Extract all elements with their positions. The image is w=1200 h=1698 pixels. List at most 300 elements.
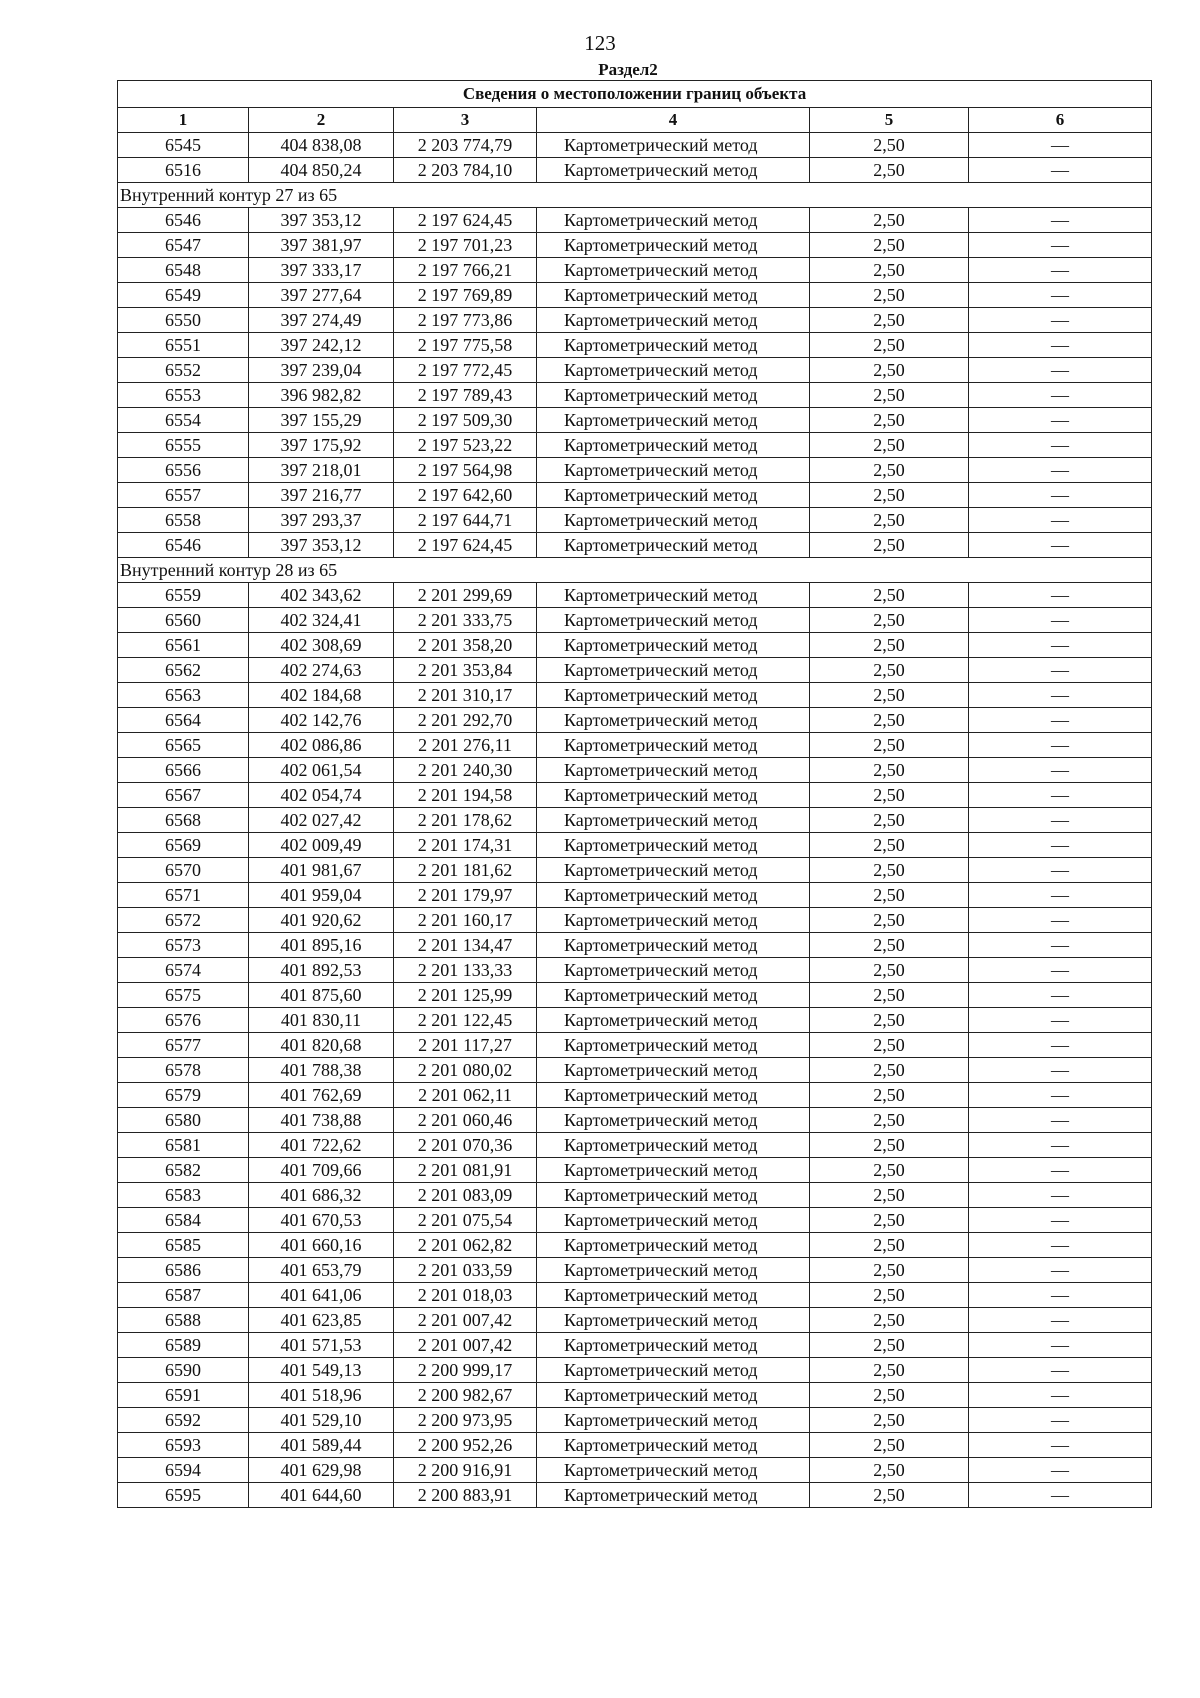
table-row — [118, 933, 1152, 958]
description-cell: — — [969, 1308, 1152, 1333]
x-coordinate-cell: 401 518,96 — [249, 1383, 394, 1408]
table-row — [118, 408, 1152, 433]
y-coordinate-cell: 2 201 018,03 — [394, 1283, 537, 1308]
accuracy-cell: 2,50 — [810, 533, 969, 558]
point-number-cell: 6555 — [118, 433, 249, 458]
column-header: 5 — [810, 108, 969, 133]
y-coordinate-cell: 2 201 062,82 — [394, 1233, 537, 1258]
method-cell: Картометрический метод — [537, 908, 810, 933]
y-coordinate-cell: 2 201 292,70 — [394, 708, 537, 733]
method-cell: Картометрический метод — [537, 1283, 810, 1308]
column-number-row — [118, 108, 1152, 133]
x-coordinate-cell: 397 353,12 — [249, 533, 394, 558]
table-row — [118, 608, 1152, 633]
table-row — [118, 908, 1152, 933]
point-number-cell: 6583 — [118, 1183, 249, 1208]
accuracy-cell: 2,50 — [810, 783, 969, 808]
accuracy-cell: 2,50 — [810, 1283, 969, 1308]
x-coordinate-cell: 397 293,37 — [249, 508, 394, 533]
table-row — [118, 158, 1152, 183]
description-cell: — — [969, 133, 1152, 158]
table-row — [118, 658, 1152, 683]
accuracy-cell: 2,50 — [810, 1308, 969, 1333]
description-cell: — — [969, 433, 1152, 458]
method-cell: Картометрический метод — [537, 508, 810, 533]
table-row — [118, 1058, 1152, 1083]
point-number-cell: 6593 — [118, 1433, 249, 1458]
table-row — [118, 233, 1152, 258]
description-cell: — — [969, 808, 1152, 833]
point-number-cell: 6561 — [118, 633, 249, 658]
table-row — [118, 758, 1152, 783]
method-cell: Картометрический метод — [537, 733, 810, 758]
x-coordinate-cell: 397 175,92 — [249, 433, 394, 458]
description-cell: — — [969, 383, 1152, 408]
column-header: 2 — [249, 108, 394, 133]
x-coordinate-cell: 402 308,69 — [249, 633, 394, 658]
description-cell: — — [969, 233, 1152, 258]
description-cell: — — [969, 483, 1152, 508]
point-number-cell: 6556 — [118, 458, 249, 483]
method-cell: Картометрический метод — [537, 533, 810, 558]
x-coordinate-cell: 402 009,49 — [249, 833, 394, 858]
method-cell: Картометрический метод — [537, 1358, 810, 1383]
method-cell: Картометрический метод — [537, 208, 810, 233]
method-cell: Картометрический метод — [537, 1458, 810, 1483]
table-row — [118, 1208, 1152, 1233]
y-coordinate-cell: 2 197 624,45 — [394, 208, 537, 233]
method-cell: Картометрический метод — [537, 1433, 810, 1458]
description-cell: — — [969, 1183, 1152, 1208]
y-coordinate-cell: 2 200 999,17 — [394, 1358, 537, 1383]
accuracy-cell: 2,50 — [810, 233, 969, 258]
table-row — [118, 383, 1152, 408]
description-cell: — — [969, 708, 1152, 733]
description-cell: — — [969, 1158, 1152, 1183]
x-coordinate-cell: 401 959,04 — [249, 883, 394, 908]
accuracy-cell: 2,50 — [810, 158, 969, 183]
description-cell: — — [969, 1283, 1152, 1308]
column-header: 3 — [394, 108, 537, 133]
accuracy-cell: 2,50 — [810, 708, 969, 733]
table-row — [118, 458, 1152, 483]
x-coordinate-cell: 401 892,53 — [249, 958, 394, 983]
x-coordinate-cell: 401 830,11 — [249, 1008, 394, 1033]
description-cell: — — [969, 1008, 1152, 1033]
contour-row — [118, 183, 1152, 208]
x-coordinate-cell: 401 549,13 — [249, 1358, 394, 1383]
accuracy-cell: 2,50 — [810, 508, 969, 533]
x-coordinate-cell: 401 644,60 — [249, 1483, 394, 1508]
x-coordinate-cell: 402 027,42 — [249, 808, 394, 833]
y-coordinate-cell: 2 201 178,62 — [394, 808, 537, 833]
y-coordinate-cell: 2 197 523,22 — [394, 433, 537, 458]
y-coordinate-cell: 2 201 160,17 — [394, 908, 537, 933]
description-cell: — — [969, 858, 1152, 883]
x-coordinate-cell: 396 982,82 — [249, 383, 394, 408]
table-row — [118, 1233, 1152, 1258]
description-cell: — — [969, 583, 1152, 608]
accuracy-cell: 2,50 — [810, 1083, 969, 1108]
table-row — [118, 1458, 1152, 1483]
description-cell: — — [969, 983, 1152, 1008]
description-cell: — — [969, 783, 1152, 808]
description-cell: — — [969, 1233, 1152, 1258]
column-header: 1 — [118, 108, 249, 133]
accuracy-cell: 2,50 — [810, 308, 969, 333]
point-number-cell: 6594 — [118, 1458, 249, 1483]
description-cell: — — [969, 633, 1152, 658]
x-coordinate-cell: 401 641,06 — [249, 1283, 394, 1308]
method-cell: Картометрический метод — [537, 583, 810, 608]
description-cell: — — [969, 908, 1152, 933]
method-cell: Картометрический метод — [537, 133, 810, 158]
accuracy-cell: 2,50 — [810, 408, 969, 433]
table-row — [118, 1083, 1152, 1108]
point-number-cell: 6562 — [118, 658, 249, 683]
y-coordinate-cell: 2 197 701,23 — [394, 233, 537, 258]
method-cell: Картометрический метод — [537, 1383, 810, 1408]
method-cell: Картометрический метод — [537, 308, 810, 333]
point-number-cell: 6516 — [118, 158, 249, 183]
x-coordinate-cell: 404 850,24 — [249, 158, 394, 183]
table-row — [118, 1283, 1152, 1308]
method-cell: Картометрический метод — [537, 833, 810, 858]
accuracy-cell: 2,50 — [810, 1058, 969, 1083]
method-cell: Картометрический метод — [537, 608, 810, 633]
accuracy-cell: 2,50 — [810, 808, 969, 833]
method-cell: Картометрический метод — [537, 1083, 810, 1108]
point-number-cell: 6559 — [118, 583, 249, 608]
point-number-cell: 6558 — [118, 508, 249, 533]
accuracy-cell: 2,50 — [810, 958, 969, 983]
accuracy-cell: 2,50 — [810, 1258, 969, 1283]
table-row — [118, 883, 1152, 908]
accuracy-cell: 2,50 — [810, 1033, 969, 1058]
description-cell: — — [969, 883, 1152, 908]
x-coordinate-cell: 402 086,86 — [249, 733, 394, 758]
table-row — [118, 1258, 1152, 1283]
method-cell: Картометрический метод — [537, 383, 810, 408]
description-cell: — — [969, 1133, 1152, 1158]
y-coordinate-cell: 2 200 982,67 — [394, 1383, 537, 1408]
method-cell: Картометрический метод — [537, 1133, 810, 1158]
table-row — [118, 533, 1152, 558]
accuracy-cell: 2,50 — [810, 1158, 969, 1183]
accuracy-cell: 2,50 — [810, 258, 969, 283]
table-caption-row — [118, 81, 1152, 108]
y-coordinate-cell: 2 201 060,46 — [394, 1108, 537, 1133]
y-coordinate-cell: 2 201 070,36 — [394, 1133, 537, 1158]
point-number-cell: 6588 — [118, 1308, 249, 1333]
accuracy-cell: 2,50 — [810, 1208, 969, 1233]
contour-label: Внутренний контур 27 из 65 — [118, 183, 1152, 208]
y-coordinate-cell: 2 201 125,99 — [394, 983, 537, 1008]
x-coordinate-cell: 402 274,63 — [249, 658, 394, 683]
method-cell: Картометрический метод — [537, 333, 810, 358]
table-row — [118, 258, 1152, 283]
accuracy-cell: 2,50 — [810, 883, 969, 908]
table-row — [118, 1108, 1152, 1133]
method-cell: Картометрический метод — [537, 958, 810, 983]
description-cell: — — [969, 658, 1152, 683]
point-number-cell: 6547 — [118, 233, 249, 258]
y-coordinate-cell: 2 201 353,84 — [394, 658, 537, 683]
description-cell: — — [969, 308, 1152, 333]
y-coordinate-cell: 2 197 509,30 — [394, 408, 537, 433]
y-coordinate-cell: 2 201 179,97 — [394, 883, 537, 908]
x-coordinate-cell: 402 324,41 — [249, 608, 394, 633]
table-row — [118, 483, 1152, 508]
y-coordinate-cell: 2 201 007,42 — [394, 1333, 537, 1358]
point-number-cell: 6584 — [118, 1208, 249, 1233]
y-coordinate-cell: 2 201 083,09 — [394, 1183, 537, 1208]
x-coordinate-cell: 401 660,16 — [249, 1233, 394, 1258]
x-coordinate-cell: 397 274,49 — [249, 308, 394, 333]
table-body — [118, 133, 1152, 1508]
method-cell: Картометрический метод — [537, 1258, 810, 1283]
description-cell: — — [969, 608, 1152, 633]
accuracy-cell: 2,50 — [810, 608, 969, 633]
description-cell: — — [969, 1083, 1152, 1108]
description-cell: — — [969, 1358, 1152, 1383]
y-coordinate-cell: 2 200 973,95 — [394, 1408, 537, 1433]
point-number-cell: 6548 — [118, 258, 249, 283]
x-coordinate-cell: 401 722,62 — [249, 1133, 394, 1158]
accuracy-cell: 2,50 — [810, 1458, 969, 1483]
x-coordinate-cell: 397 218,01 — [249, 458, 394, 483]
point-number-cell: 6546 — [118, 533, 249, 558]
point-number-cell: 6550 — [118, 308, 249, 333]
x-coordinate-cell: 401 623,85 — [249, 1308, 394, 1333]
method-cell: Картометрический метод — [537, 783, 810, 808]
description-cell: — — [969, 958, 1152, 983]
point-number-cell: 6582 — [118, 1158, 249, 1183]
accuracy-cell: 2,50 — [810, 633, 969, 658]
description-cell: — — [969, 1408, 1152, 1433]
table-row — [118, 283, 1152, 308]
accuracy-cell: 2,50 — [810, 858, 969, 883]
point-number-cell: 6589 — [118, 1333, 249, 1358]
x-coordinate-cell: 401 589,44 — [249, 1433, 394, 1458]
point-number-cell: 6581 — [118, 1133, 249, 1158]
x-coordinate-cell: 402 184,68 — [249, 683, 394, 708]
y-coordinate-cell: 2 201 240,30 — [394, 758, 537, 783]
description-cell: — — [969, 283, 1152, 308]
method-cell: Картометрический метод — [537, 258, 810, 283]
point-number-cell: 6553 — [118, 383, 249, 408]
y-coordinate-cell: 2 201 194,58 — [394, 783, 537, 808]
accuracy-cell: 2,50 — [810, 1133, 969, 1158]
description-cell: — — [969, 408, 1152, 433]
section-title: Раздел2 — [598, 60, 658, 79]
method-cell: Картометрический метод — [537, 1308, 810, 1333]
x-coordinate-cell: 397 333,17 — [249, 258, 394, 283]
y-coordinate-cell: 2 197 644,71 — [394, 508, 537, 533]
point-number-cell: 6578 — [118, 1058, 249, 1083]
point-number-cell: 6595 — [118, 1483, 249, 1508]
description-cell: — — [969, 333, 1152, 358]
method-cell: Картометрический метод — [537, 808, 810, 833]
description-cell: — — [969, 158, 1152, 183]
x-coordinate-cell: 404 838,08 — [249, 133, 394, 158]
accuracy-cell: 2,50 — [810, 1383, 969, 1408]
point-number-cell: 6546 — [118, 208, 249, 233]
method-cell: Картометрический метод — [537, 283, 810, 308]
point-number-cell: 6576 — [118, 1008, 249, 1033]
table-row — [118, 1358, 1152, 1383]
description-cell: — — [969, 358, 1152, 383]
description-cell: — — [969, 758, 1152, 783]
method-cell: Картометрический метод — [537, 933, 810, 958]
accuracy-cell: 2,50 — [810, 1233, 969, 1258]
description-cell: — — [969, 683, 1152, 708]
accuracy-cell: 2,50 — [810, 333, 969, 358]
table-row — [118, 1383, 1152, 1408]
method-cell: Картометрический метод — [537, 883, 810, 908]
table-row — [118, 633, 1152, 658]
point-number-cell: 6587 — [118, 1283, 249, 1308]
y-coordinate-cell: 2 201 081,91 — [394, 1158, 537, 1183]
table-row — [118, 333, 1152, 358]
method-cell: Картометрический метод — [537, 433, 810, 458]
table-row — [118, 308, 1152, 333]
accuracy-cell: 2,50 — [810, 1483, 969, 1508]
point-number-cell: 6592 — [118, 1408, 249, 1433]
table-row — [118, 958, 1152, 983]
method-cell: Картометрический метод — [537, 483, 810, 508]
x-coordinate-cell: 397 242,12 — [249, 333, 394, 358]
method-cell: Картометрический метод — [537, 1483, 810, 1508]
method-cell: Картометрический метод — [537, 408, 810, 433]
table-row — [118, 1008, 1152, 1033]
method-cell: Картометрический метод — [537, 858, 810, 883]
y-coordinate-cell: 2 201 181,62 — [394, 858, 537, 883]
x-coordinate-cell: 397 353,12 — [249, 208, 394, 233]
x-coordinate-cell: 401 529,10 — [249, 1408, 394, 1433]
description-cell: — — [969, 933, 1152, 958]
table-row — [118, 433, 1152, 458]
description-cell: — — [969, 1058, 1152, 1083]
table-caption: Сведения о местоположении границ объекта — [118, 81, 1152, 108]
method-cell: Картометрический метод — [537, 358, 810, 383]
y-coordinate-cell: 2 201 062,11 — [394, 1083, 537, 1108]
method-cell: Картометрический метод — [537, 1033, 810, 1058]
point-number-cell: 6552 — [118, 358, 249, 383]
table-row — [118, 808, 1152, 833]
contour-label: Внутренний контур 28 из 65 — [118, 558, 1152, 583]
y-coordinate-cell: 2 200 916,91 — [394, 1458, 537, 1483]
x-coordinate-cell: 402 054,74 — [249, 783, 394, 808]
y-coordinate-cell: 2 200 883,91 — [394, 1483, 537, 1508]
description-cell: — — [969, 833, 1152, 858]
table-row — [118, 1483, 1152, 1508]
method-cell: Картометрический метод — [537, 1158, 810, 1183]
point-number-cell: 6560 — [118, 608, 249, 633]
x-coordinate-cell: 401 762,69 — [249, 1083, 394, 1108]
y-coordinate-cell: 2 197 642,60 — [394, 483, 537, 508]
accuracy-cell: 2,50 — [810, 358, 969, 383]
y-coordinate-cell: 2 203 784,10 — [394, 158, 537, 183]
accuracy-cell: 2,50 — [810, 483, 969, 508]
point-number-cell: 6575 — [118, 983, 249, 1008]
x-coordinate-cell: 401 895,16 — [249, 933, 394, 958]
boundary-coordinates-table — [117, 80, 1152, 1508]
y-coordinate-cell: 2 201 117,27 — [394, 1033, 537, 1058]
y-coordinate-cell: 2 197 769,89 — [394, 283, 537, 308]
x-coordinate-cell: 401 820,68 — [249, 1033, 394, 1058]
description-cell: — — [969, 1033, 1152, 1058]
x-coordinate-cell: 402 343,62 — [249, 583, 394, 608]
table-row — [118, 1408, 1152, 1433]
point-number-cell: 6572 — [118, 908, 249, 933]
x-coordinate-cell: 402 061,54 — [249, 758, 394, 783]
x-coordinate-cell: 402 142,76 — [249, 708, 394, 733]
accuracy-cell: 2,50 — [810, 208, 969, 233]
accuracy-cell: 2,50 — [810, 1008, 969, 1033]
point-number-cell: 6545 — [118, 133, 249, 158]
x-coordinate-cell: 401 571,53 — [249, 1333, 394, 1358]
table-row — [118, 1183, 1152, 1208]
method-cell: Картометрический метод — [537, 983, 810, 1008]
y-coordinate-cell: 2 200 952,26 — [394, 1433, 537, 1458]
y-coordinate-cell: 2 201 276,11 — [394, 733, 537, 758]
point-number-cell: 6590 — [118, 1358, 249, 1383]
point-number-cell: 6573 — [118, 933, 249, 958]
method-cell: Картометрический метод — [537, 633, 810, 658]
accuracy-cell: 2,50 — [810, 583, 969, 608]
table-row — [118, 783, 1152, 808]
description-cell: — — [969, 1108, 1152, 1133]
y-coordinate-cell: 2 197 789,43 — [394, 383, 537, 408]
y-coordinate-cell: 2 201 333,75 — [394, 608, 537, 633]
method-cell: Картометрический метод — [537, 458, 810, 483]
accuracy-cell: 2,50 — [810, 983, 969, 1008]
y-coordinate-cell: 2 203 774,79 — [394, 133, 537, 158]
table-row — [118, 1333, 1152, 1358]
description-cell: — — [969, 733, 1152, 758]
point-number-cell: 6586 — [118, 1258, 249, 1283]
accuracy-cell: 2,50 — [810, 1108, 969, 1133]
accuracy-cell: 2,50 — [810, 933, 969, 958]
y-coordinate-cell: 2 197 773,86 — [394, 308, 537, 333]
point-number-cell: 6563 — [118, 683, 249, 708]
method-cell: Картометрический метод — [537, 758, 810, 783]
y-coordinate-cell: 2 197 772,45 — [394, 358, 537, 383]
x-coordinate-cell: 397 277,64 — [249, 283, 394, 308]
accuracy-cell: 2,50 — [810, 433, 969, 458]
accuracy-cell: 2,50 — [810, 458, 969, 483]
method-cell: Картометрический метод — [537, 1333, 810, 1358]
point-number-cell: 6585 — [118, 1233, 249, 1258]
method-cell: Картометрический метод — [537, 158, 810, 183]
point-number-cell: 6567 — [118, 783, 249, 808]
x-coordinate-cell: 401 709,66 — [249, 1158, 394, 1183]
y-coordinate-cell: 2 201 174,31 — [394, 833, 537, 858]
x-coordinate-cell: 397 216,77 — [249, 483, 394, 508]
description-cell: — — [969, 1258, 1152, 1283]
column-header: 6 — [969, 108, 1152, 133]
point-number-cell: 6580 — [118, 1108, 249, 1133]
accuracy-cell: 2,50 — [810, 1433, 969, 1458]
table-row — [118, 1308, 1152, 1333]
accuracy-cell: 2,50 — [810, 1358, 969, 1383]
method-cell: Картометрический метод — [537, 1208, 810, 1233]
table-row — [118, 858, 1152, 883]
x-coordinate-cell: 401 738,88 — [249, 1108, 394, 1133]
method-cell: Картометрический метод — [537, 1408, 810, 1433]
description-cell: — — [969, 1333, 1152, 1358]
